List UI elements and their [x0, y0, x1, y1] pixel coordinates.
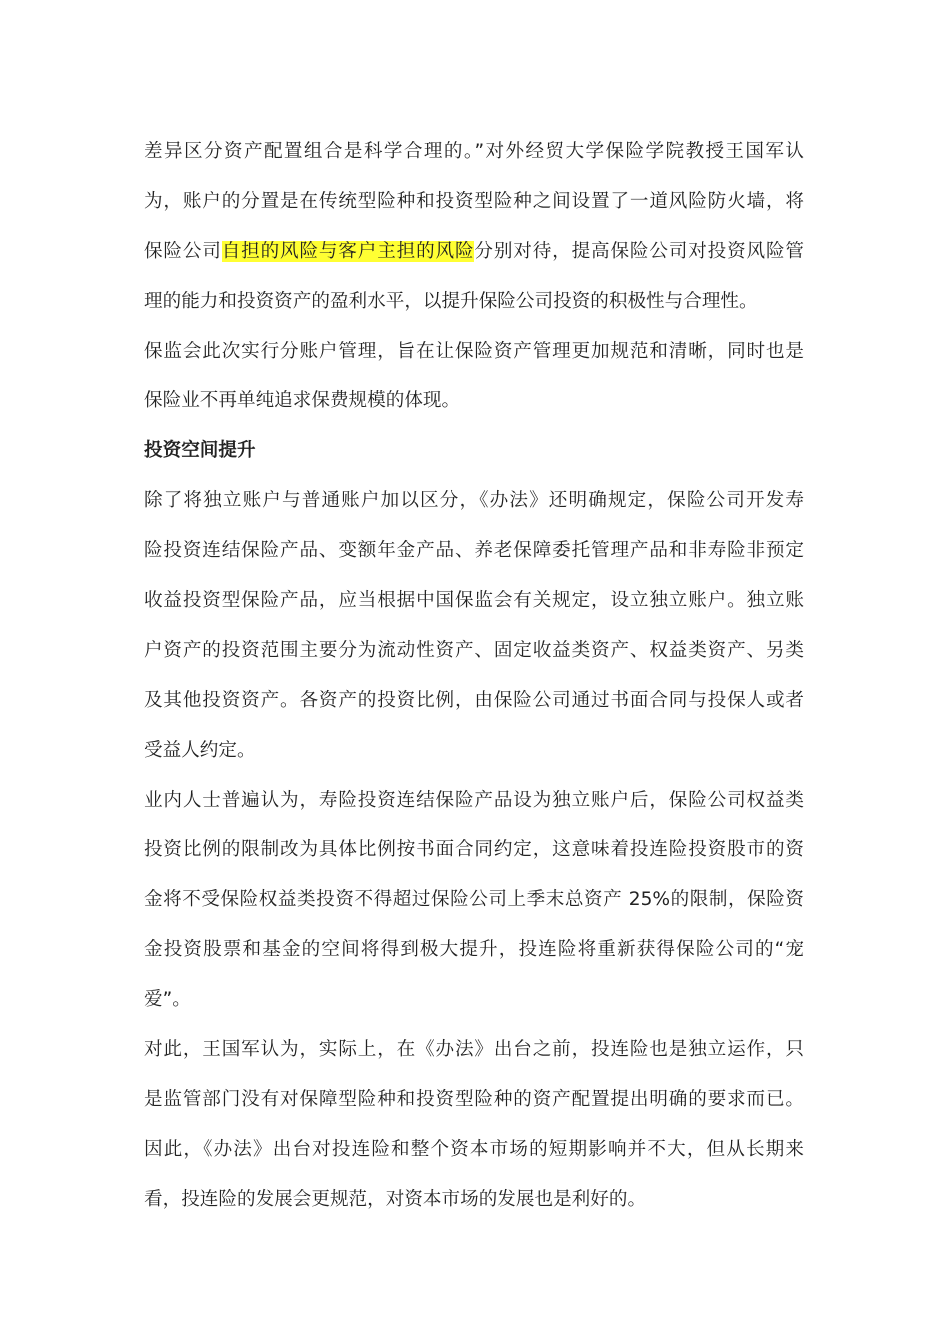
paragraph-line: 因此，《办法》出台对投连险和整个资本市场的短期影响并不大，但从长期来: [144, 1138, 804, 1160]
paragraph-line: 保监会此次实行分账户管理，旨在让保险资产管理更加规范和清晰，同时也是: [144, 340, 804, 362]
paragraph-line: 户资产的投资范围主要分为流动性资产、固定收益类资产、权益类资产、另类: [144, 639, 804, 661]
paragraph-line: 受益人约定。: [144, 739, 256, 761]
paragraph-line: 金将不受保险权益类投资不得超过保险公司上季末总资产 25%的限制，保险资: [144, 889, 804, 911]
paragraph-line: 及其他投资资产。各资产的投资比例，由保险公司通过书面合同与投保人或者: [144, 689, 804, 711]
paragraph-line: [144, 227, 804, 277]
highlighted-text: 自担的风险与客户主担的风险: [221, 240, 475, 262]
paragraph-line: 理的能力和投资资产的盈利水平，以提升保险公司投资的积极性与合理性。: [144, 290, 758, 312]
line-text: 分别对待，提高保险公司对投资风险管: [474, 240, 804, 262]
paragraph-line: 除了将独立账户与普通账户加以区分，《办法》还明确规定，保险公司开发寿: [144, 490, 804, 512]
paragraph-line: 金投资股票和基金的空间将得到极大提升，投连险将重新获得保险公司的“宠: [144, 939, 804, 961]
paragraph-line: 为，账户的分置是在传统型险种和投资型险种之间设置了一道风险防火墙，将: [144, 190, 804, 212]
paragraph-line: 对此，王国军认为，实际上，在《办法》出台之前，投连险也是独立运作，只: [144, 1039, 804, 1061]
paragraph-line: 保险业不再单纯追求保费规模的体现。: [144, 390, 461, 412]
paragraph-line: 业内人士普遍认为，寿险投资连结保险产品设为独立账户后，保险公司权益类: [144, 789, 804, 811]
paragraph-line: 看，投连险的发展会更规范，对资本市场的发展也是利好的。: [144, 1188, 647, 1210]
paragraph-line: 收益投资型保险产品，应当根据中国保监会有关规定，设立独立账户。独立账: [144, 590, 804, 612]
section-heading: 投资空间提升: [144, 440, 256, 462]
paragraph-line: 是监管部门没有对保障型险种和投资型险种的资产配置提出明确的要求而已。: [144, 1088, 804, 1110]
article-body: [144, 127, 804, 1225]
paragraph-line: 投资比例的限制改为具体比例按书面合同约定，这意味着投连险投资股市的资: [144, 839, 804, 861]
paragraph-line: 险投资连结保险产品、变额年金产品、养老保障委托管理产品和非寿险非预定: [144, 540, 804, 562]
paragraph-line: 差异区分资产配置组合是科学合理的。”对外经贸大学保险学院教授王国军认: [144, 141, 804, 162]
paragraph-line: 爱”。: [144, 989, 191, 1011]
line-text: 保险公司: [144, 240, 222, 262]
